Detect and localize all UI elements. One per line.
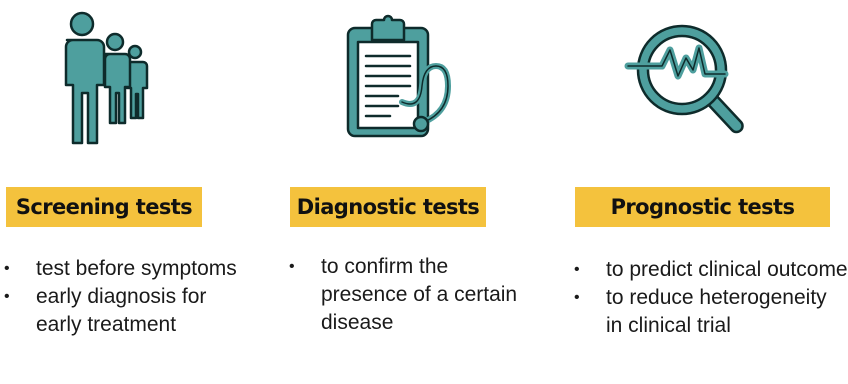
list-item: • to confirm the presence of a certain disease <box>289 253 529 337</box>
diagnostic-tests-label: Diagnostic tests <box>290 187 486 227</box>
people-group-icon <box>45 8 160 148</box>
screening-bullet-list <box>4 255 254 339</box>
prognostic-bullet-list <box>574 256 848 340</box>
diagnostic-bullet-list <box>289 253 529 337</box>
screening-column <box>0 0 260 384</box>
prognostic-column <box>570 0 848 384</box>
magnifier-pulse-icon <box>622 14 752 144</box>
prognostic-tests-label: Prognostic tests <box>575 187 830 227</box>
diagnostic-column <box>280 0 560 384</box>
list-item: • early diagnosis for early treatment <box>4 283 254 339</box>
list-item: • to reduce heterogeneity in clinical trial <box>574 284 848 340</box>
list-item: • test before symptoms <box>4 255 254 283</box>
list-item: • to predict clinical outcome <box>574 256 848 284</box>
clipboard-stethoscope-icon <box>340 12 460 142</box>
screening-tests-label: Screening tests <box>6 187 202 227</box>
